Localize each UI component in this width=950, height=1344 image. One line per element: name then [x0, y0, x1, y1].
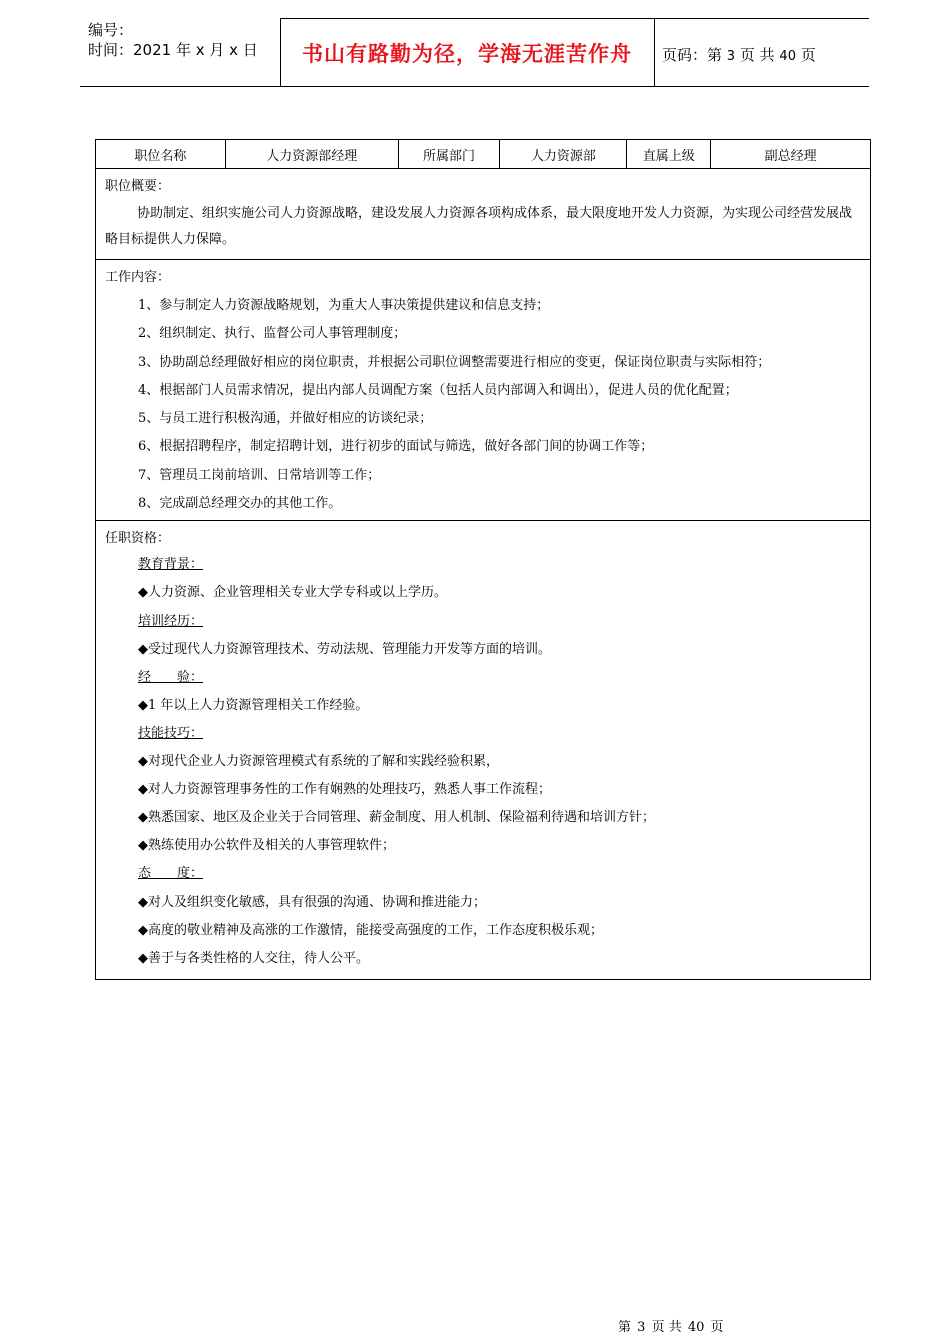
header-motto: 书山有路勤为径，学海无涯苦作舟 [302, 42, 632, 66]
attitude-item: ◆对人及组织变化敏感，具有很强的沟通、协调和推进能力； [138, 894, 486, 910]
skills-heading: 技能技巧： [138, 725, 204, 741]
footer-total: 40 [687, 1320, 705, 1335]
footer-suffix: 页 [710, 1320, 724, 1335]
summary-cell [96, 169, 871, 260]
duty-item: 2、组织制定、执行、监督公司人事管理制度； [138, 326, 407, 342]
serial-label: 编号： [88, 21, 134, 39]
qualifications-title: 任职资格： [105, 531, 171, 547]
job-header-row [96, 140, 871, 169]
page-current: 3 [726, 49, 736, 64]
summary-title: 职位概要： [105, 179, 171, 194]
summary-row [96, 169, 871, 260]
header-top-rule [280, 18, 869, 19]
duty-item: 5、与员工进行积极沟通，并做好相应的访谈纪录； [138, 411, 433, 427]
page-header [80, 18, 869, 86]
experience-item: ◆1 年以上人力资源管理相关工作经验。 [138, 697, 369, 713]
duty-item: 1、参与制定人力资源战略规划，为重大人事决策提供建议和信息支持； [138, 298, 550, 313]
qualifications-list [96, 549, 870, 978]
experience-heading: 经 验： [138, 669, 204, 685]
attitude-item: ◆高度的敬业精神及高涨的工作激情，能接受高强度的工作，工作态度积极乐观； [138, 922, 603, 938]
page-total: 40 [779, 49, 796, 64]
education-heading: 教育背景： [138, 557, 204, 573]
qualifications-cell [96, 521, 871, 979]
skill-item: ◆对现代企业人力资源管理模式有系统的了解和实践经验积累， [138, 754, 499, 770]
header-page-number [662, 44, 816, 65]
job-title-label: 职位名称 [96, 140, 226, 169]
duty-item: 6、根据招聘程序，制定招聘计划，进行初步的面试与筛选，做好各部门间的协调工作等； [138, 439, 654, 455]
footer-page: 3 [637, 1320, 646, 1335]
header-divider [654, 18, 655, 86]
duties-title: 工作内容： [105, 270, 171, 285]
footer-mid: 页 共 [651, 1320, 682, 1335]
attitude-heading: 态 度： [138, 866, 204, 882]
page-footer [618, 1316, 726, 1335]
department-label: 所属部门 [398, 140, 500, 169]
training-item: ◆受过现代人力资源管理技术、劳动法规、管理能力开发等方面的培训。 [138, 641, 551, 657]
education-item: ◆人力资源、企业管理相关专业大学专科或以上学历。 [138, 585, 447, 601]
job-title-value: 人力资源部经理 [225, 140, 398, 169]
attitude-item: ◆善于与各类性格的人交往，待人公平。 [138, 950, 369, 966]
duty-item: 7、管理员工岗前培训、日常培训等工作； [138, 467, 381, 483]
job-description-table [95, 139, 871, 980]
summary-text: 协助制定、组织实施公司人力资源战略，建设发展人力资源各项构成体系，最大限度地开发人力资源，为实现公司经营发展战略目标提供人力保障。 [105, 206, 853, 247]
date-text: 时间：2021 年 x 月 x 日 [88, 41, 258, 59]
duties-cell [96, 260, 871, 521]
qualifications-row [96, 521, 871, 979]
skill-item: ◆熟练使用办公软件及相关的人事管理软件； [138, 838, 395, 854]
duty-item: 3、协助副总经理做好相应的岗位职责，并根据公司职位调整需要进行相应的变更，保证岗位职责与实际相符； [138, 354, 771, 370]
duties-row [96, 260, 871, 521]
page-suffix: 页 [800, 46, 816, 64]
page-mid: 页 共 [739, 46, 775, 64]
footer-prefix: 第 [618, 1320, 632, 1335]
page-prefix: 页码：第 [662, 46, 723, 64]
skill-item: ◆对人力资源管理事务性的工作有娴熟的处理技巧，熟悉人事工作流程； [138, 782, 551, 798]
duty-item: 4、根据部门人员需求情况，提出内部人员调配方案（包括人员内部调入和调出），促进人员的优化配置； [138, 382, 738, 398]
header-bottom-rule [80, 86, 869, 87]
duty-item: 8、完成副总经理交办的其他工作。 [138, 496, 342, 512]
supervisor-value: 副总经理 [711, 140, 871, 169]
training-heading: 培训经历： [138, 613, 204, 629]
supervisor-label: 直属上级 [627, 140, 711, 169]
header-meta [88, 20, 258, 60]
duties-list [96, 288, 870, 520]
skill-item: ◆熟悉国家、地区及企业关于合同管理、薪金制度、用人机制、保险福利待遇和培训方针； [138, 810, 655, 826]
department-value: 人力资源部 [500, 140, 627, 169]
